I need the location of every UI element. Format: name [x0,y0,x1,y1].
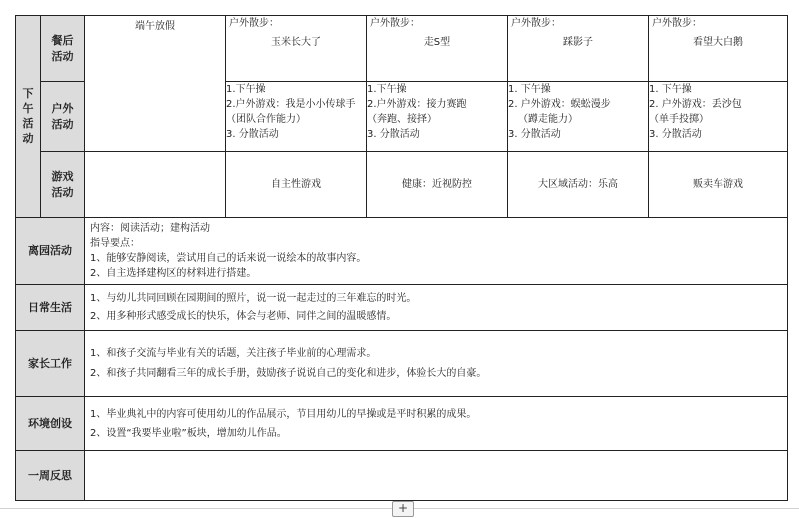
games-day-1[interactable] [226,152,367,218]
after-meal-row [16,16,788,82]
games-day-4[interactable] [649,152,788,218]
add-row-button[interactable]: + [392,501,414,517]
daily-content[interactable] [85,285,788,331]
games-label-cell [41,152,85,218]
afternoon-label: 下午活动 [22,87,34,145]
reflection-label-cell [16,451,85,501]
daily-label-cell [16,285,85,331]
environment-line: 2、设置“我要毕业啦”板块，增加幼儿作品。 [90,427,287,439]
environment-row [16,397,788,451]
games-day-2[interactable] [367,152,508,218]
parents-line: 2、和孩子共同翻看三年的成长手册，鼓励孩子说说自己的变化和进步，体验长大的自豪。 [90,367,487,379]
leave-line: 指导要点： [90,238,140,249]
environment-content[interactable] [85,397,788,451]
after-meal-title: 户外散步： [229,18,279,29]
after-meal-day-2[interactable] [367,16,508,82]
outdoor-day-4[interactable] [649,82,788,152]
after-meal-label-cell [41,16,85,82]
outdoor-label: 户外活动 [51,101,74,131]
reflection-row [16,451,788,501]
games-text: 健康：近视防控 [402,179,472,190]
reflection-content[interactable] [85,451,788,501]
games-empty-cell[interactable] [85,152,226,218]
outdoor-line: 1.下午操 [367,84,407,95]
after-meal-day-1[interactable] [226,16,367,82]
parents-content[interactable] [85,331,788,397]
leave-label-cell [16,218,85,285]
parents-label-cell [16,331,85,397]
outdoor-line: 1. 下午操 [508,84,551,95]
games-text: 贩卖车游戏 [693,179,743,190]
outdoor-line: （团队合作能力） [226,114,306,125]
monday-holiday-cell[interactable] [85,16,226,152]
after-meal-title: 户外散步： [511,18,561,29]
reflection-label: 一周反思 [28,468,72,482]
games-text: 自主性游戏 [271,179,321,190]
afternoon-label-cell [16,16,41,218]
after-meal-body: 踩影子 [563,37,593,48]
outdoor-label-cell [41,82,85,152]
leave-content[interactable] [85,218,788,285]
outdoor-line: 1.下午操 [226,84,266,95]
outdoor-line: 3. 分散活动 [508,129,561,140]
weekly-plan-table [15,15,788,501]
outdoor-line: （蹲走能力） [518,114,578,125]
outdoor-line: 3. 分散活动 [649,129,702,140]
outdoor-line: 3. 分散活动 [367,129,420,140]
outdoor-line: 2.户外游戏：接力赛跑 [367,99,467,110]
outdoor-line: 2.户外游戏：我是小小传球手 [226,99,356,110]
parents-label: 家长工作 [28,356,72,370]
leave-line: 内容：阅读活动；建构活动 [90,223,210,234]
leave-line: 2、自主选择建构区的材料进行搭建。 [90,268,257,279]
outdoor-line: （单手投掷） [649,114,709,125]
after-meal-label: 餐后活动 [51,33,74,63]
outdoor-day-2[interactable] [367,82,508,152]
after-meal-day-4[interactable] [649,16,788,82]
after-meal-body: 玉米长大了 [271,37,321,48]
environment-label: 环境创设 [28,416,72,430]
games-day-3[interactable] [508,152,649,218]
daily-line: 1、与幼儿共同回顾在园期间的照片，说一说一起走过的三年难忘的时光。 [90,292,417,304]
after-meal-day-3[interactable] [508,16,649,82]
environment-line: 1、毕业典礼中的内容可使用幼儿的作品展示，节目用幼儿的早操或是平时积累的成果。 [90,408,477,420]
outdoor-day-3[interactable] [508,82,649,152]
leave-line: 1、能够安静阅读，尝试用自己的话来说一说绘本的故事内容。 [90,253,367,264]
outdoor-day-1[interactable] [226,82,367,152]
leave-row [16,218,788,285]
daily-row [16,285,788,331]
games-label: 游戏活动 [51,169,74,199]
after-meal-title: 户外散步： [652,18,702,29]
games-text: 大区域活动：乐高 [538,179,618,190]
after-meal-body: 走S型 [423,37,451,48]
monday-holiday-text: 端午放假 [135,21,175,32]
after-meal-title: 户外散步： [370,18,420,29]
outdoor-line: 1. 下午操 [649,84,692,95]
outdoor-line: 2. 户外游戏：丢沙包 [649,99,742,110]
daily-label: 日常生活 [28,300,72,314]
outdoor-line: （奔跑、接择） [367,114,437,125]
parents-line: 1、和孩子交流与毕业有关的话题，关注孩子毕业前的心理需求。 [90,347,377,359]
games-row [16,152,788,218]
leave-label: 离园活动 [28,244,72,257]
outdoor-line: 3. 分散活动 [226,129,279,140]
parents-row [16,331,788,397]
after-meal-body: 看望大白鹅 [693,37,743,48]
daily-line: 2、用多种形式感受成长的快乐，体会与老师、同伴之间的温暖感情。 [90,310,397,322]
outdoor-line: 2. 户外游戏：蜈蚣漫步 [508,99,611,110]
environment-label-cell [16,397,85,451]
